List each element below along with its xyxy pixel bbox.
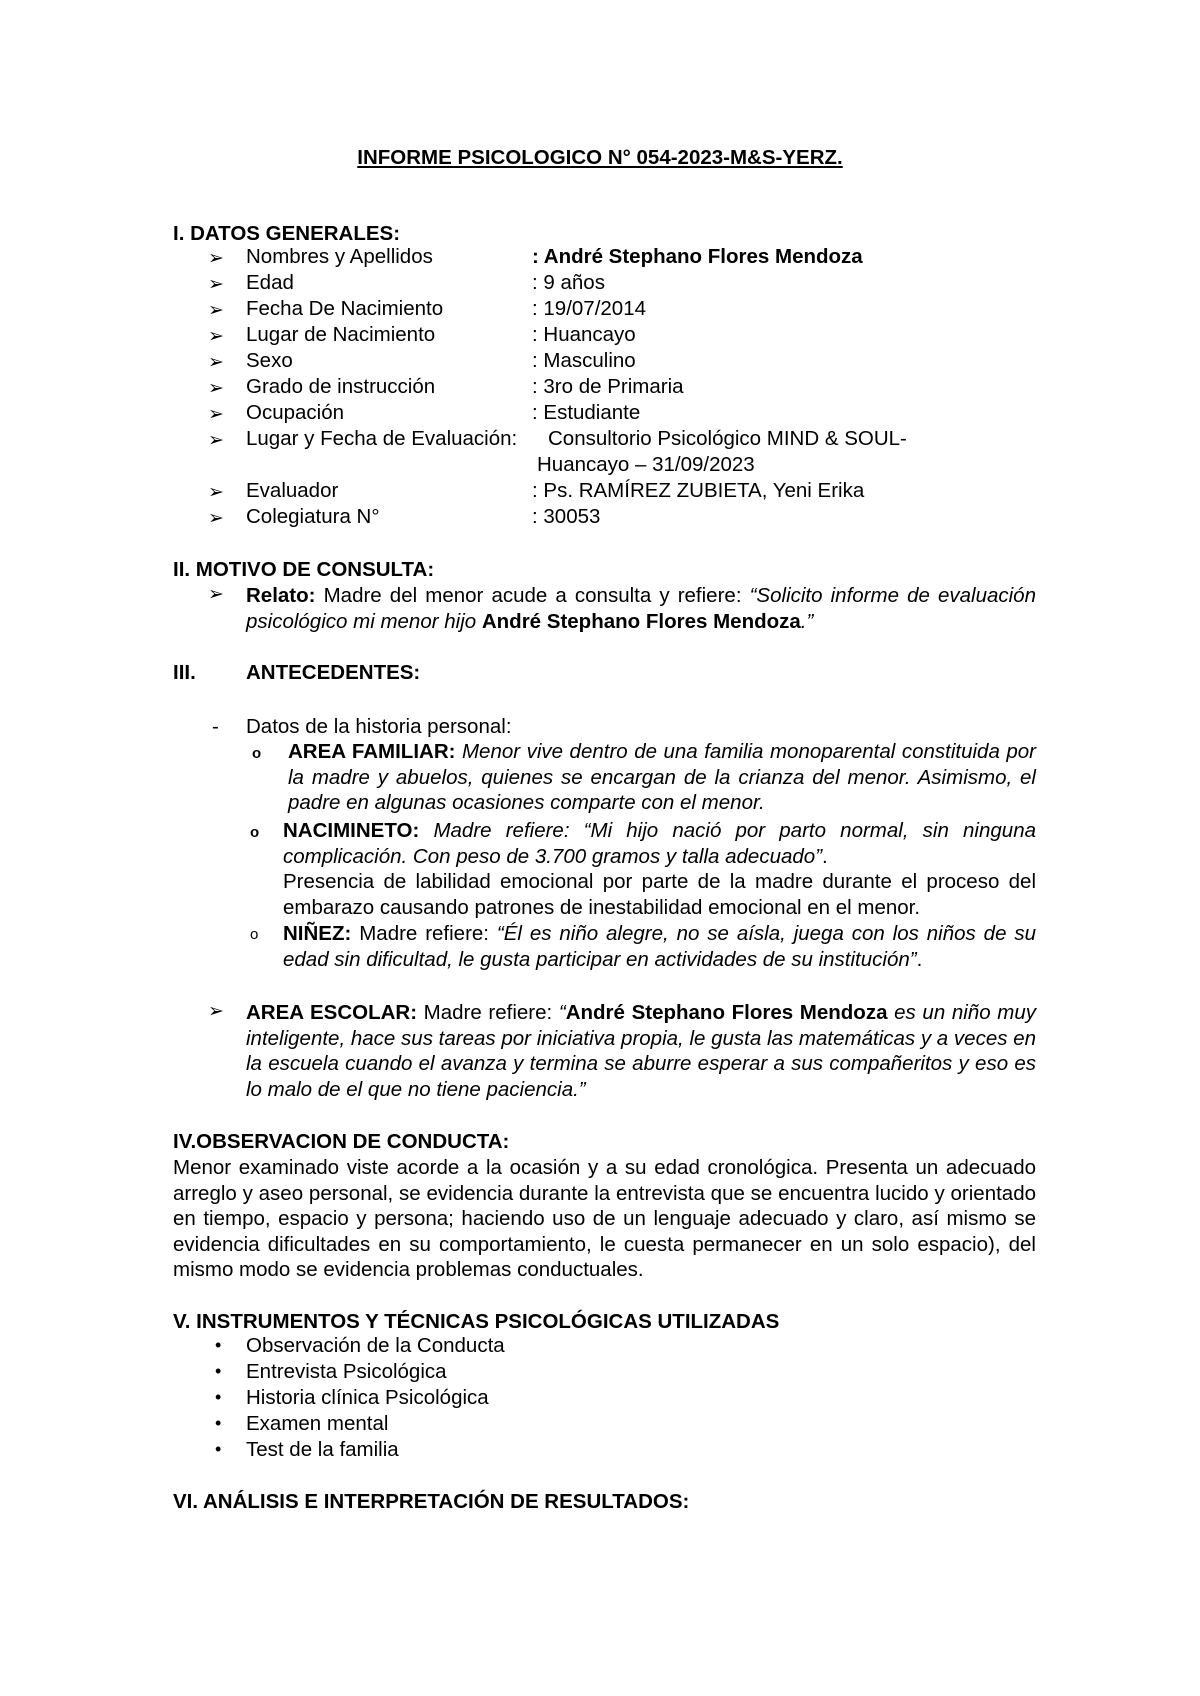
bullet-dot-icon: • (215, 1387, 222, 1407)
area-escolar-label: AREA ESCOLAR: (246, 1001, 418, 1024)
datos-row-value: : André Stephano Flores Mendoza (532, 245, 863, 268)
dash-bullet: - (212, 715, 219, 738)
relato-paragraph (246, 583, 1036, 634)
arrow-bullet-icon: ➢ (208, 482, 224, 503)
ninez-paragraph (283, 921, 1036, 972)
datos-row-value: Consultorio Psicológico MIND & SOUL- (548, 427, 907, 450)
datos-row-value: : Huancayo (532, 323, 636, 346)
area-familiar-paragraph (288, 739, 1036, 816)
datos-row-label: Lugar y Fecha de Evaluación: (246, 427, 518, 450)
arrow-bullet-icon: ➢ (208, 248, 224, 269)
datos-row-label: Ocupación (246, 401, 345, 424)
relato-end: .” (800, 609, 814, 633)
datos-row-label: Lugar de Nacimiento (246, 323, 436, 346)
datos-row-label: Sexo (246, 349, 293, 372)
area-familiar-text: Menor vive dentro de una familia monoparental constituida por la madre y abuelos, quienes se encargan de la crianza del menor. Asimismo, el padre en algunas ocasiones comparte con el menor. (288, 740, 1036, 815)
datos-row-label: Colegiatura N° (246, 505, 380, 528)
datos-row-value: : 9 años (532, 271, 605, 294)
nacimiento-label: NACIMINETO: (283, 819, 420, 842)
datos-row-value: : Ps. RAMÍREZ ZUBIETA, Yeni Erika (532, 479, 865, 502)
datos-row-value: : 19/07/2014 (532, 297, 646, 320)
arrow-bullet-icon: ➢ (208, 508, 224, 529)
datos-row-value: : Masculino (532, 349, 636, 372)
arrow-bullet-icon: ➢ (208, 404, 224, 425)
circle-bullet-icon: o (250, 926, 259, 943)
arrow-bullet-icon: ➢ (208, 300, 224, 321)
datos-row-value: : 30053 (532, 505, 601, 528)
area-escolar-open: “ (558, 1001, 566, 1024)
bullet-dot-icon: • (215, 1361, 222, 1381)
area-familiar-label: AREA FAMILIAR: (288, 740, 456, 763)
ninez-pre: Madre refiere: (351, 922, 497, 945)
datos-row-label: Evaluador (246, 479, 339, 502)
nacimiento-paragraph (283, 818, 1036, 920)
nacimiento-extra: Presencia de labilidad emocional por parte de la madre durante el proceso del embarazo causando patrones de inestabilidad emocional en el menor. (283, 870, 1036, 919)
bullet-dot-icon: • (215, 1335, 222, 1355)
instrumento-item: Observación de la Conducta (246, 1334, 505, 1357)
section-datos-generales-heading: I. DATOS GENERALES: (173, 222, 401, 245)
arrow-bullet-icon: ➢ (208, 378, 224, 399)
arrow-bullet-icon: ➢ (208, 1001, 224, 1022)
arrow-bullet-icon: ➢ (208, 430, 224, 451)
nacimiento-text: Madre refiere: “Mi hijo nació por parto normal, sin ninguna complicación. Con peso de 3.700 gramos y talla adecuado” (283, 819, 1036, 868)
datos-row-value: : Estudiante (532, 401, 641, 424)
bullet-dot-icon: • (215, 1413, 222, 1433)
arrow-bullet-icon: ➢ (208, 352, 224, 373)
instrumento-item: Historia clínica Psicológica (246, 1386, 489, 1409)
ninez-label: NIÑEZ: (283, 922, 352, 945)
datos-row-value-continued: Huancayo – 31/09/2023 (537, 453, 755, 476)
ninez-dot: . (916, 947, 923, 971)
area-escolar-name: André Stephano Flores Mendoza (565, 1001, 888, 1024)
section-motivo-heading: II. MOTIVO DE CONSULTA: (173, 558, 435, 581)
datos-row-label: Grado de instrucción (246, 375, 436, 398)
instrumento-item: Entrevista Psicológica (246, 1360, 447, 1383)
section-antecedentes-number: III. (173, 661, 196, 684)
area-escolar-pre: Madre refiere: (417, 1001, 559, 1024)
arrow-bullet-icon: ➢ (208, 584, 224, 605)
datos-row-label: Nombres y Apellidos (246, 245, 433, 268)
arrow-bullet-icon: ➢ (208, 326, 224, 347)
circle-bullet-icon: o (250, 824, 260, 841)
historia-personal-label: Datos de la historia personal: (246, 715, 512, 738)
observacion-paragraph: Menor examinado viste acorde a la ocasión y a su edad cronológica. Presenta un adecuado arreglo y aseo personal, se evidencia durante la entrevista que se encuentra lucido y orientado en tiempo, espacio y persona; haciendo uso de un lenguaje adecuado y claro, así mismo se evidencia dificultades en su comportamiento, le cuesta permanecer en un solo espacio), del mismo modo se evidencia problemas conductuales. (173, 1156, 1036, 1282)
area-escolar-text: es un niño muy inteligente, hace sus tareas por iniciativa propia, le gusta las matemáticas y a veces en la escuela cuando el avanza y termina se aburre esperar a sus compañeritos y eso es lo malo de el que no tiene paciencia.” (246, 1001, 1037, 1101)
relato-label: Relato: (246, 584, 316, 607)
section-antecedentes-heading: ANTECEDENTES: (246, 661, 421, 684)
datos-row-label: Fecha De Nacimiento (246, 297, 444, 320)
ninez-text: “Él es niño alegre, no se aísla, juega con los niños de su edad sin dificultad, le gusta participar en actividades de su institución” (283, 922, 1037, 971)
area-escolar-paragraph (246, 1000, 1036, 1102)
circle-bullet-icon: o (252, 745, 262, 762)
nacimiento-dot: . (822, 844, 828, 868)
section-observacion-heading: IV.OBSERVACION DE CONDUCTA: (173, 1130, 510, 1153)
datos-row-value: : 3ro de Primaria (532, 375, 684, 398)
bullet-dot-icon: • (215, 1439, 222, 1459)
datos-row-label: Edad (246, 271, 294, 294)
instrumento-item: Test de la familia (246, 1438, 399, 1461)
section-instrumentos-heading: V. INSTRUMENTOS Y TÉCNICAS PSICOLÓGICAS UTILIZADAS (173, 1310, 780, 1333)
arrow-bullet-icon: ➢ (208, 274, 224, 295)
instrumento-item: Examen mental (246, 1412, 389, 1435)
relato-quote: “Solicito informe de evaluación psicológico mi menor hijo (246, 584, 1036, 633)
relato-text: Madre del menor acude a consulta y refiere: (323, 584, 750, 607)
section-analisis-heading: VI. ANÁLISIS E INTERPRETACIÓN DE RESULTADOS: (173, 1490, 690, 1513)
report-title: INFORME PSICOLOGICO N° 054-2023-M&S-YERZ. (357, 146, 843, 169)
relato-name: André Stephano Flores Mendoza (481, 609, 801, 633)
